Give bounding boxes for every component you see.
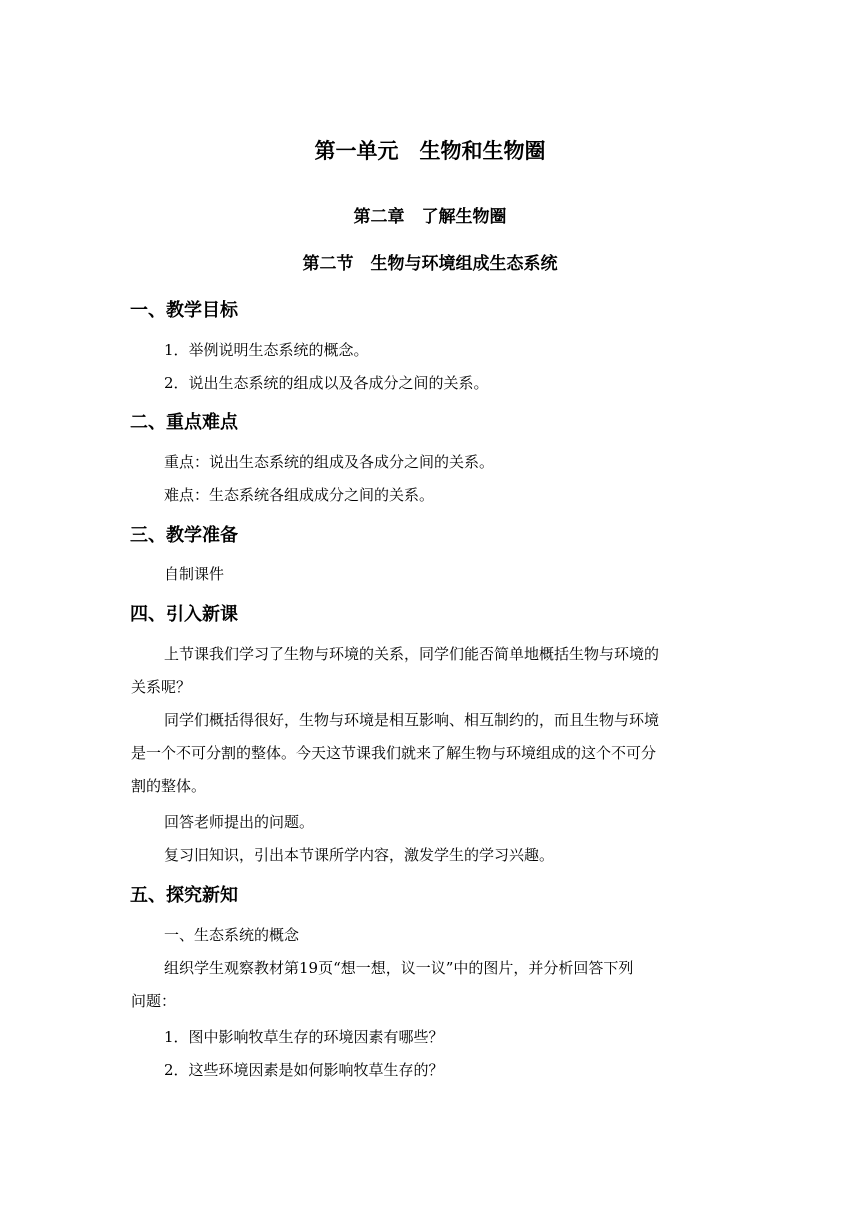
paragraph-line: 组织学生观察教材第19页“想一想，议一议”中的图片，并分析回答下列: [164, 959, 634, 977]
section-heading-introduction: 四、引入新课: [130, 604, 238, 625]
paragraph-line: 是一个不可分割的整体。今天这节课我们就来了解生物与环境组成的这个不可分: [131, 744, 657, 762]
paragraph-line: 难点：生态系统各组成成分之间的关系。: [164, 486, 435, 504]
paragraph-line: 上节课我们学习了生物与环境的关系，同学们能否简单地概括生物与环境的: [164, 645, 660, 663]
paragraph-line: 重点：说出生态系统的组成及各成分之间的关系。: [164, 453, 495, 471]
section-heading-preparation: 三、教学准备: [130, 525, 238, 546]
paragraph-line: 关系呢？: [131, 678, 192, 696]
section-heading-key-points: 二、重点难点: [130, 412, 238, 433]
paragraph-line: 复习旧知识，引出本节课所学内容，激发学生的学习兴趣。: [164, 846, 555, 864]
paragraph-line: 问题：: [131, 992, 177, 1010]
section-heading-objectives: 一、教学目标: [130, 300, 238, 321]
paragraph-line: 2．说出生态系统的组成以及各成分之间的关系。: [164, 374, 489, 392]
paragraph-line: 同学们概括得很好，生物与环境是相互影响、相互制约的，而且生物与环境: [164, 711, 660, 729]
paragraph-line: 1．举例说明生态系统的概念。: [164, 341, 369, 359]
section-title: 第二节 生物与环境组成生态系统: [302, 254, 558, 274]
chapter-title: 第二章 了解生物圈: [353, 207, 507, 227]
paragraph-line: 1．图中影响牧草生存的环境因素有哪些？: [164, 1028, 444, 1046]
paragraph-line: 自制课件: [164, 565, 225, 583]
paragraph-line: 回答老师提出的问题。: [164, 813, 315, 831]
paragraph-line: 2．这些环境因素是如何影响牧草生存的？: [164, 1061, 444, 1079]
unit-title: 第一单元 生物和生物圈: [314, 139, 546, 163]
paragraph-line: 割的整体。: [131, 777, 207, 795]
paragraph-line: 一、生态系统的概念: [164, 926, 300, 944]
section-heading-new-knowledge: 五、探究新知: [130, 885, 238, 906]
